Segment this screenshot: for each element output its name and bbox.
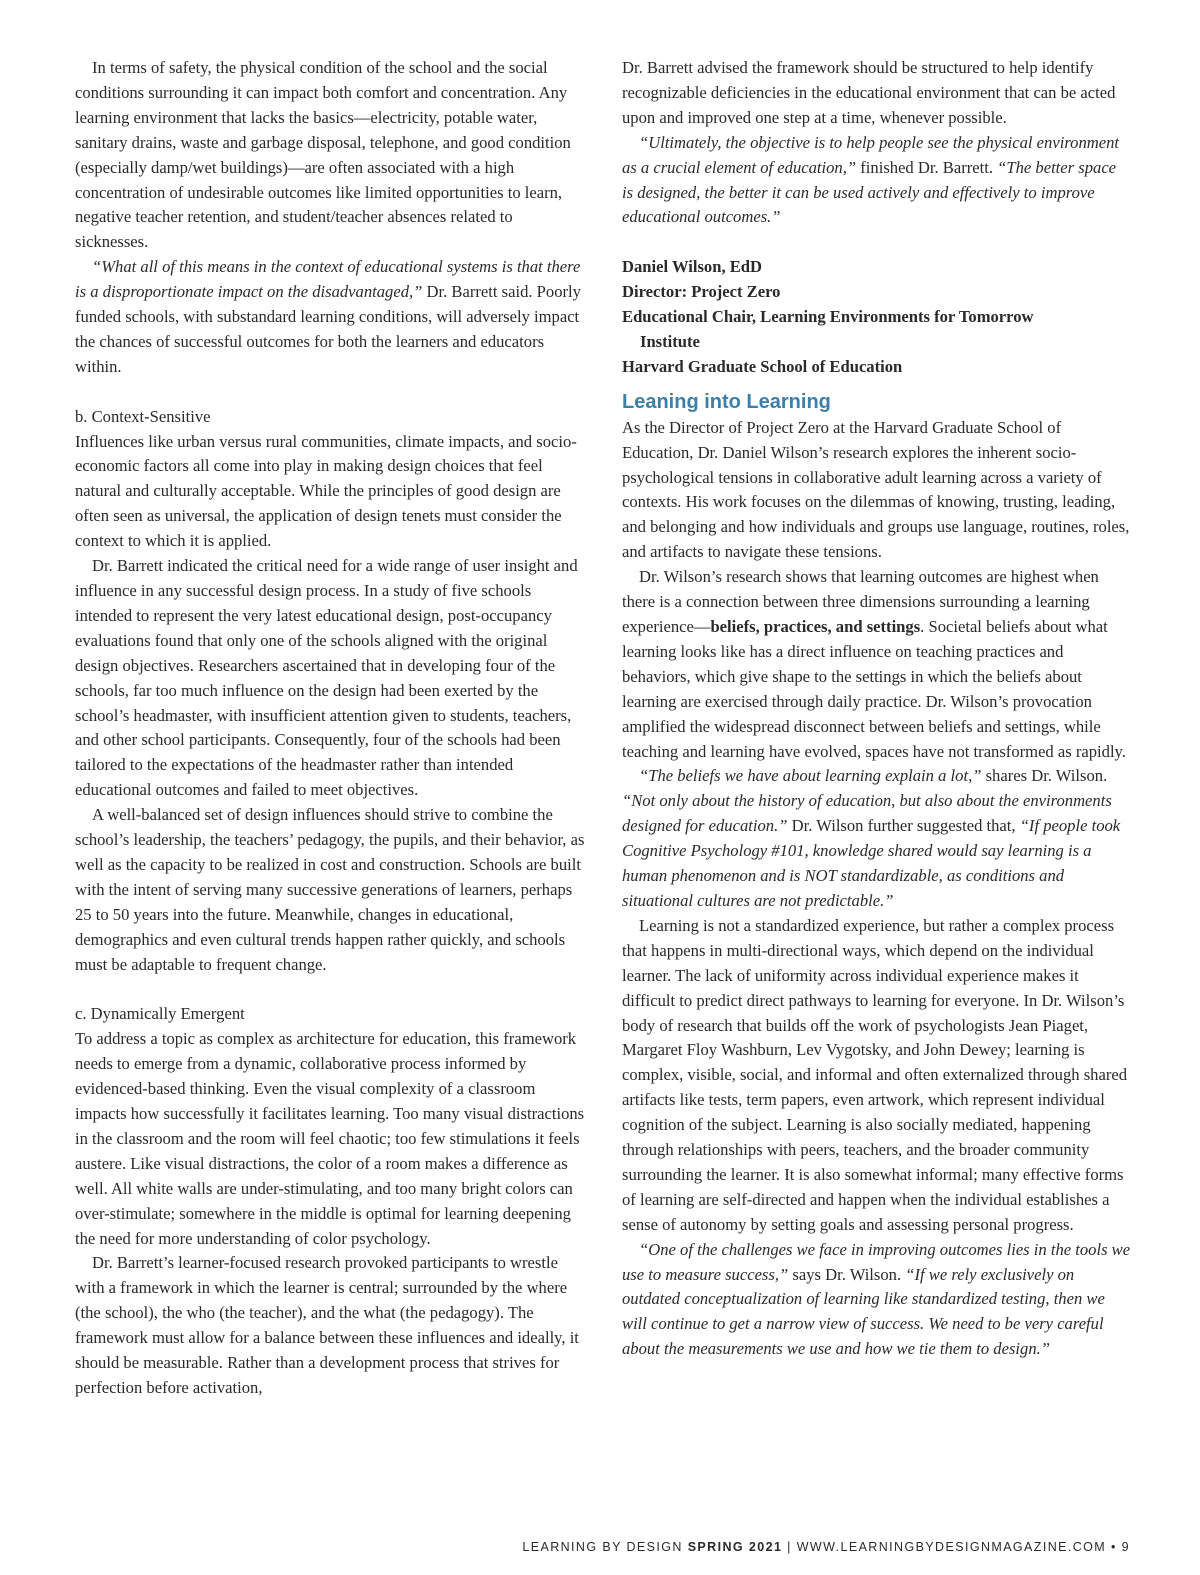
website-link[interactable]: WWW.LEARNINGBYDESIGNMAGAZINE.COM <box>796 1540 1107 1554</box>
signature-chair-continued: Institute <box>640 331 700 351</box>
subheading-dynamically-emergent: c. Dynamically Emergent <box>75 1004 245 1024</box>
text: Dr. Barrett said. Poorly funded schools, with substandard learning conditions, will adversely impact the chances of successful outcomes for both the learners and educators within. <box>75 282 581 376</box>
page-footer <box>0 1540 1130 1554</box>
quote: “If we rely exclusively on outdated conceptualization of learning like standardized testing, then we will continue to get a narrow view of success. We need to be very careful about the measurements we use and how we tie them to design.” <box>622 1264 1105 1359</box>
section-heading: Leaning into Learning <box>622 390 831 413</box>
body-paragraph <box>622 131 1131 231</box>
body-paragraph: Dr. Barrett’s learner-focused research provoked participants to wrestle with a framework in which the learner is central; surrounded by the where (the school), the who (the teacher), and the what (the pedagogy). The framework must allow for a balance between these influences and ideally, it should be measurable. Rather than a development process that strives for perfection before activation, <box>75 1253 579 1397</box>
quote: “Not only about the history of education, but also about the environments designed for education.” <box>622 791 1112 836</box>
quote: “Ultimately, the objective is to help people see the physical environment as a crucial element of education,” <box>622 132 1120 177</box>
quote: “The beliefs we have about learning explain a lot,” <box>639 766 982 786</box>
quote: “One of the challenges we face in improving outcomes lies in the tools we use to measure success,” <box>622 1239 1131 1284</box>
bullet: • <box>1110 1540 1117 1554</box>
separator: | <box>787 1540 792 1554</box>
quote: “The better space is designed, the better it can be used actively and effectively to improve educational outcomes.” <box>622 157 1117 227</box>
body-paragraph: As the Director of Project Zero at the Harvard Graduate School of Education, Dr. Daniel Wilson’s research explores the inherent socio-psychological tensions in collaborative adult learning across a variety of contexts. His work focuses on the dilemmas of knowing, trusting, leading, and belonging and how individuals and groups use language, routines, roles, and artifacts to navigate these tensions. <box>622 417 1130 562</box>
text: Dr. Wilson’s research shows that learning outcomes are highest when there is a connection between three dimensions surrounding a learning experience— <box>622 567 1099 637</box>
signature-chair: Educational Chair, Learning Environments for Tomorrow <box>622 307 1034 327</box>
text: shares Dr. Wilson. <box>981 766 1108 786</box>
body-paragraph: Learning is not a standardized experience, but rather a complex process that happens in multi-directional ways, which depend on the individual learner. The lack of uniformity across individual experience makes it difficult to predict direct pathways to learning for everyone. In Dr. Wilson’s body of research that builds off the work of psychologists Jean Piaget, Margaret Floy Washburn, Lev Vygotsky, and John Dewey; learning is complex, visible, social, and informal and often externalized through shared artifacts like tests, term papers, even artwork, which represent individual cognition of the subject. Learning is also socially mediated, happening through relationships with peers, teachers, and the broader community surrounding the learner. It is also somewhat informal; many effective forms of learning are self-directed and happen when the individual establishes a sense of autonomy by setting goals and assessing personal progress. <box>622 915 1128 1234</box>
body-paragraph: Influences like urban versus rural communities, climate impacts, and socio-economic factors all come into play in making design choices that feel natural and culturally acceptable. While the principles of good design are often seen as universal, the application of design tenets must consider the context to which it is applied. <box>75 431 577 551</box>
body-paragraph <box>75 255 587 380</box>
text: finished Dr. Barrett. <box>856 157 998 177</box>
signature-school: Harvard Graduate School of Education <box>622 356 903 376</box>
quote: “If people took Cognitive Psychology #101, knowledge shared would say learning is a human phenomenon and is NOT standardizable, as conditions and situational cultures are not predictable.” <box>622 816 1121 910</box>
bold-phrase: beliefs, practices, and settings <box>710 617 921 637</box>
text: says Dr. Wilson. <box>788 1264 906 1284</box>
body-paragraph: Dr. Barrett indicated the critical need for a wide range of user insight and influence in any successful design process. In a study of five schools intended to represent the very latest educational design, post-occupancy evaluations found that only one of the schools aligned with the original design objectives. Researchers ascertained that in developing four of the schools, far too much influence on the design had been exerted by the school’s headmaster, with insufficient attention given to students, teachers, and other school participants. Consequently, four of the schools had been tailored to the expectations of the headmaster rather than intended educational outcomes and failed to meet objectives. <box>75 556 578 800</box>
right-column <box>622 56 1131 1362</box>
left-column <box>75 56 587 1401</box>
text: . Societal beliefs about what learning looks like has a direct influence on teaching practices and behaviors, which give shape to the settings in which the beliefs about learning are exercised through daily practice. Dr. Wilson’s provocation amplified the widespread disconnect between beliefs and settings, while teaching and learning have evolved, spaces have not transformed as rapidly. <box>622 617 1126 761</box>
body-paragraph: Dr. Barrett advised the framework should be structured to help identify recognizable deficiencies in the educational environment that can be acted upon and improved one step at a time, whenever possible. <box>622 58 1116 127</box>
body-paragraph: To address a topic as complex as architecture for education, this framework needs to emerge from a dynamic, collaborative process informed by evidenced-based thinking. Even the visual complexity of a classroom impacts how successfully it facilitates learning. Too many visual distractions in the classroom and the room will feel chaotic; too few stimulations it feels austere. Like visual distractions, the color of a room makes a difference as well. All white walls are under-stimulating, and too many bright colors can over-stimulate; somewhere in the middle is optimal for learning deepening the need for more understanding of color psychology. <box>75 1029 585 1248</box>
body-paragraph <box>622 1238 1131 1363</box>
body-paragraph <box>622 565 1131 764</box>
body-paragraph: A well-balanced set of design influences should strive to combine the school’s leadership, the teachers’ pedagogy, the pupils, and their behavior, as well as the capacity to be realized in cost and construction. Schools are built with the intent of serving many successive generations of learners, perhaps 25 to 50 years into the future. Meanwhile, changes in educational, demographics and even cultural trends happen rather quickly, and schools must be adaptable to frequent change. <box>75 805 585 974</box>
text: Dr. Wilson further suggested that, <box>787 816 1020 836</box>
issue-label: SPRING 2021 <box>687 1540 783 1554</box>
body-paragraph <box>622 764 1131 913</box>
subheading-context-sensitive: b. Context-Sensitive <box>75 406 211 426</box>
signature-name: Daniel Wilson, EdD <box>622 257 763 277</box>
page-number: 9 <box>1121 1540 1130 1554</box>
quote: “What all of this means in the context of educational systems is that there is a disproportionate impact on the disadvantaged,” <box>75 257 581 302</box>
signature-director: Director: Project Zero <box>622 282 781 302</box>
body-paragraph: In terms of safety, the physical condition of the school and the social conditions surrounding it can impact both comfort and concentration. Any learning environment that lacks the basics—electricity, potable water, sanitary drains, waste and garbage disposal, telephone, and good condition (especially damp/wet buildings)—are often associated with a high concentration of undesirable outcomes like limited opportunities to learn, negative teacher retention, and student/teacher absences related to sicknesses. <box>75 58 571 252</box>
magazine-name: LEARNING BY DESIGN <box>522 1540 683 1554</box>
